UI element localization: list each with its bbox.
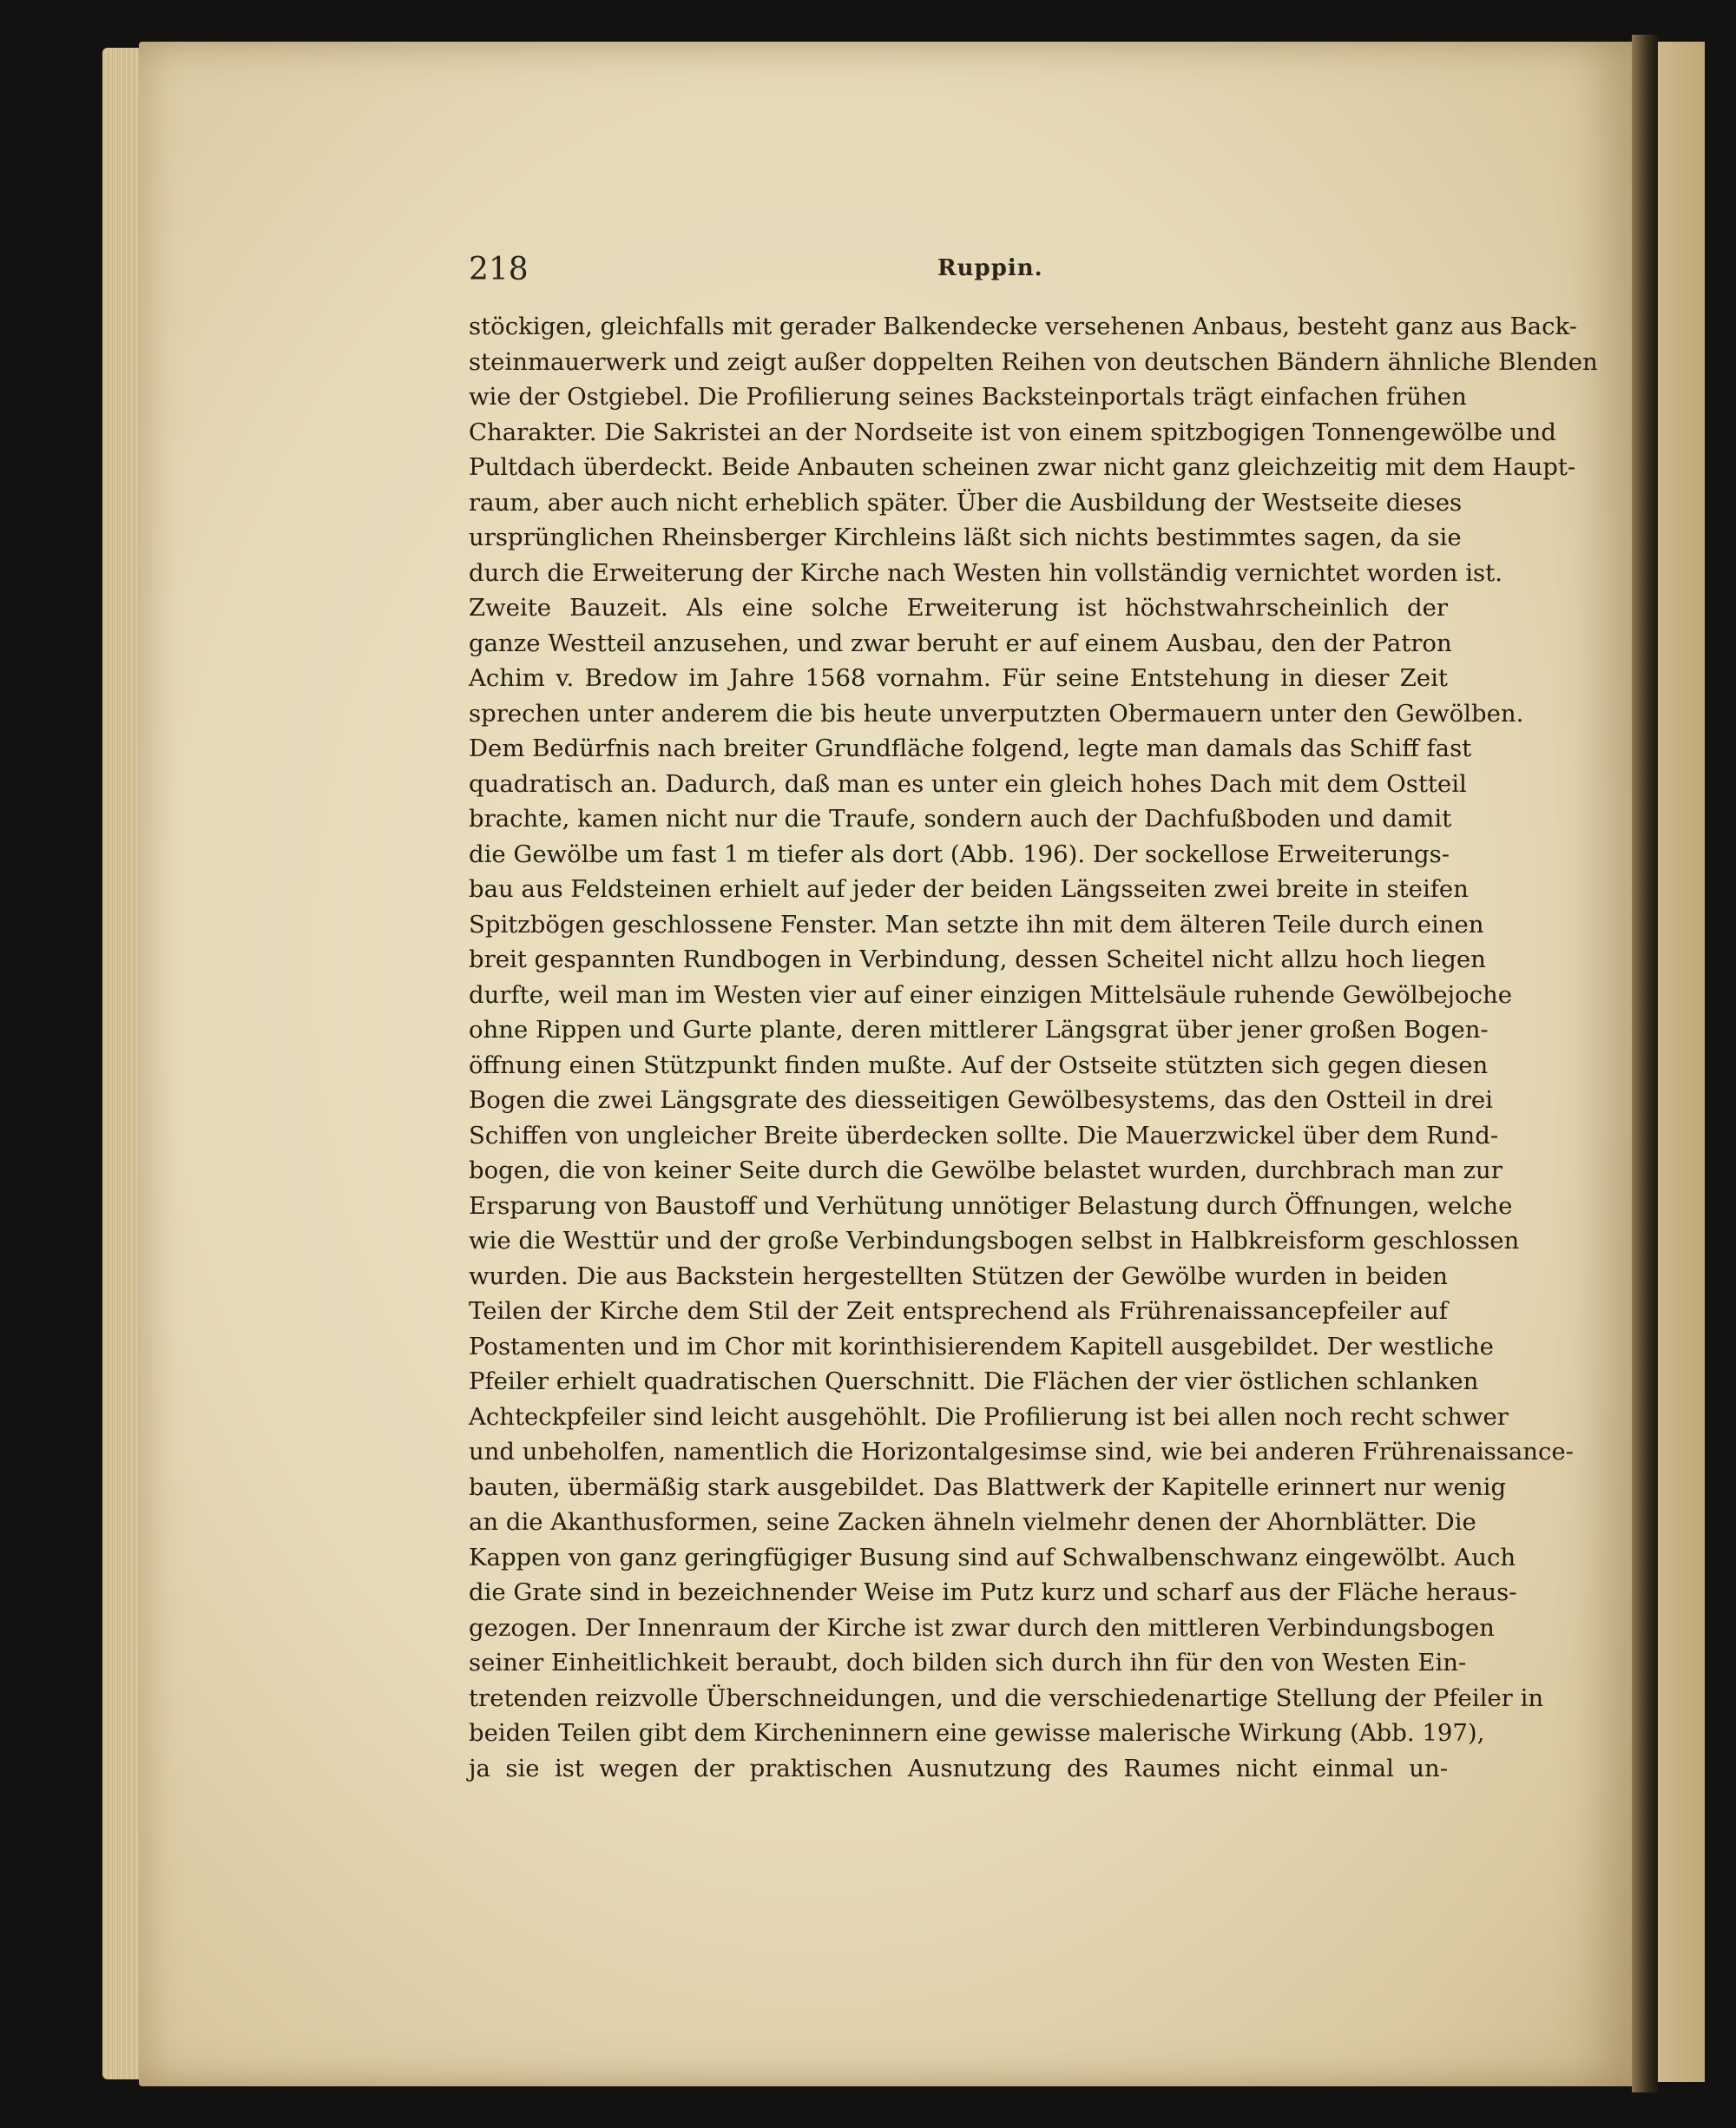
text-line: öffnung einen Stützpunkt finden mußte. Auf der Ostseite stützten sich gegen diesen xyxy=(469,1051,1489,1079)
text-line: Spitzbögen geschlossene Fenster. Man setzte ihn mit dem älteren Teile durch einen xyxy=(469,910,1484,939)
text-line: Achim v. Bredow im Jahre 1568 vornahm. Für seine Entstehung in dieser Zeit xyxy=(469,664,1448,692)
text-line: breit gespannten Rundbogen in Verbindung, dessen Scheitel nicht allzu hoch liegen xyxy=(469,945,1486,973)
body-text xyxy=(469,309,1598,1786)
text-line: bauten, übermäßig stark ausgebildet. Das Blattwerk der Kapitelle erinnert nur wenig xyxy=(469,1472,1507,1501)
text-line: Zweite Bauzeit. Als eine solche Erweiterung ist höchstwahrscheinlich der xyxy=(469,594,1448,622)
text-line: wie der Ostgiebel. Die Profilierung seines Backsteinportals trägt einfachen frühen xyxy=(469,383,1467,411)
text-line: Postamenten und im Chor mit korinthisierendem Kapitell ausgebildet. Der westliche xyxy=(469,1332,1494,1360)
text-line: Pfeiler erhielt quadratischen Querschnitt. Die Flächen der vier östlichen schlanken xyxy=(469,1367,1479,1395)
text-line: die Grate sind in bezeichnender Weise im Putz kurz und scharf aus der Fläche heraus- xyxy=(469,1578,1517,1606)
text-line: wie die Westtür und der große Verbindungsbogen selbst in Halbkreisform geschlossen xyxy=(469,1227,1520,1255)
running-title: Ruppin. xyxy=(937,255,1043,281)
text-line: Ersparung von Baustoff und Verhütung unnötiger Belastung durch Öffnungen, welche xyxy=(469,1191,1513,1220)
text-line: Dem Bedürfnis nach breiter Grundfläche folgend, legte man damals das Schiff fast xyxy=(469,735,1472,762)
text-line: beiden Teilen gibt dem Kircheninnern eine gewisse malerische Wirkung (Abb. 197), xyxy=(469,1719,1485,1747)
text-line: bau aus Feldsteinen erhielt auf jeder der beiden Längsseiten zwei breite in steifen xyxy=(469,875,1469,903)
text-line: Pultdach überdeckt. Beide Anbauten scheinen zwar nicht ganz gleichzeitig mit dem Haupt- xyxy=(469,453,1576,481)
text-line: steinmauerwerk und zeigt außer doppelten Reihen von deutschen Bändern ähnliche Blenden xyxy=(469,347,1598,376)
page-number: 218 xyxy=(469,252,529,287)
text-line: wurden. Die aus Backstein hergestellten Stützen der Gewölbe wurden in beiden xyxy=(469,1262,1448,1290)
page-header xyxy=(469,252,1448,295)
text-line: und unbeholfen, namentlich die Horizontalgesimse sind, wie bei anderen Frührenaissance- xyxy=(469,1438,1574,1466)
text-line: sprechen unter anderem die bis heute unverputzten Obermauern unter den Gewölben. xyxy=(469,699,1524,728)
text-line: Achteckpfeiler sind leicht ausgehöhlt. Die Profilierung ist bei allen noch recht schwer xyxy=(469,1402,1509,1431)
text-line: Charakter. Die Sakristei an der Nordseite ist von einem spitzbogigen Tonnengewölbe und xyxy=(469,418,1556,446)
text-line: raum, aber auch nicht erheblich später. Über die Ausbildung der Westseite dieses xyxy=(469,488,1463,517)
text-line: ohne Rippen und Gurte plante, deren mittlerer Längsgrat über jener großen Bogen- xyxy=(469,1016,1489,1044)
text-line: seiner Einheitlichkeit beraubt, doch bilden sich durch ihn für den von Westen Ein- xyxy=(469,1649,1467,1677)
text-line: an die Akanthusformen, seine Zacken ähneln vielmehr denen der Ahornblätter. Die xyxy=(469,1508,1476,1536)
text-line: gezogen. Der Innenraum der Kirche ist zwar durch den mittleren Verbindungsbogen xyxy=(469,1613,1495,1642)
text-line: Bogen die zwei Längsgrate des diesseitigen Gewölbesystems, das den Ostteil in drei xyxy=(469,1086,1493,1114)
text-line: durch die Erweiterung der Kirche nach Westen hin vollständig vernichtet worden ist. xyxy=(469,558,1503,587)
text-line: quadratisch an. Dadurch, daß man es unter ein gleich hohes Dach mit dem Ostteil xyxy=(469,769,1467,798)
text-line: Kappen von ganz geringfügiger Busung sind auf Schwalbenschwanz eingewölbt. Auch xyxy=(469,1543,1516,1571)
text-line: tretenden reizvolle Überschneidungen, und die verschiedenartige Stellung der Pfeiler in xyxy=(469,1683,1544,1712)
text-line: Schiffen von ungleicher Breite überdecken sollte. Die Mauerzwickel über dem Rund- xyxy=(469,1121,1499,1150)
text-line: stöckigen, gleichfalls mit gerader Balkendecke versehenen Anbaus, besteht ganz aus Back- xyxy=(469,313,1577,340)
text-line: ganze Westteil anzusehen, und zwar beruht er auf einem Ausbau, den der Patron xyxy=(469,629,1452,657)
text-line: die Gewölbe um fast 1 m tiefer als dort (Abb. 196). Der sockellose Erweiterungs- xyxy=(469,840,1450,868)
facing-page-edge xyxy=(1658,42,1705,2082)
book-gutter xyxy=(1632,35,1658,2092)
text-line: bogen, die von keiner Seite durch die Gewölbe belastet wurden, durchbrach man zur xyxy=(469,1156,1503,1184)
text-line: ja sie ist wegen der praktischen Ausnutzung des Raumes nicht einmal un- xyxy=(469,1754,1448,1782)
text-line: durfte, weil man im Westen vier auf einer einzigen Mittelsäule ruhende Gewölbejoche xyxy=(469,980,1512,1009)
text-line: brachte, kamen nicht nur die Traufe, sondern auch der Dachfußboden und damit xyxy=(469,805,1452,833)
text-line: ursprünglichen Rheinsberger Kirchleins läßt sich nichts bestimmtes sagen, da sie xyxy=(469,524,1462,551)
text-line: Teilen der Kirche dem Stil der Zeit entsprechend als Frührenaissancepfeiler auf xyxy=(469,1297,1448,1325)
